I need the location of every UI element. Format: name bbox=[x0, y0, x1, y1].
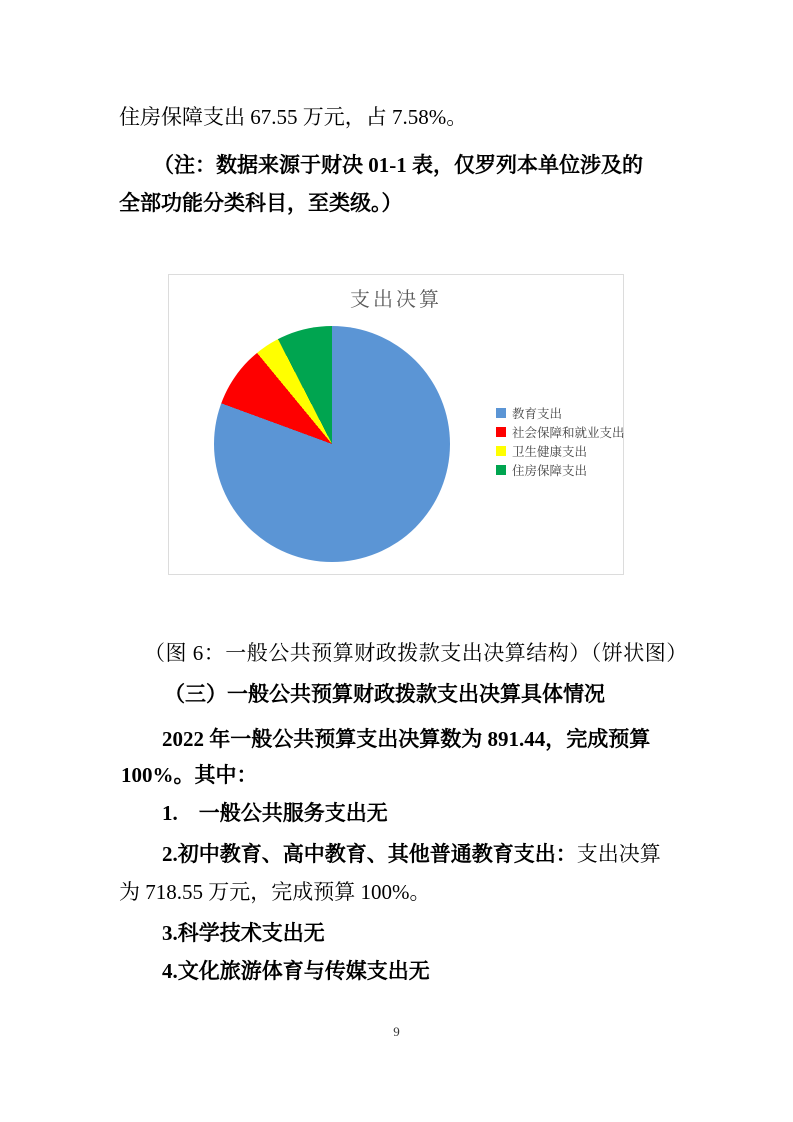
list-item-2-label: 2.初中教育、高中教育、其他普通教育支出： bbox=[162, 842, 577, 866]
legend-swatch-blue bbox=[496, 408, 506, 418]
chart-legend bbox=[496, 403, 625, 479]
note-line-2: 全部功能分类科目，至类级。） bbox=[119, 191, 403, 215]
legend-swatch-yellow bbox=[496, 446, 506, 456]
list-item-1: 1. 一般公共服务支出无 bbox=[162, 801, 388, 825]
legend-label: 教育支出 bbox=[512, 406, 563, 421]
legend-swatch-green bbox=[496, 465, 506, 475]
list-item-2-tail: 支出决算 bbox=[576, 842, 661, 866]
legend-item-housing bbox=[496, 460, 625, 479]
paragraph-housing-expense: 住房保障支出 67.55 万元，占 7.58%。 bbox=[119, 105, 468, 129]
page-number: 9 bbox=[393, 1024, 400, 1039]
legend-item-education bbox=[496, 403, 625, 422]
list-item-4: 4.文化旅游体育与传媒支出无 bbox=[162, 959, 430, 983]
note-line-1: （注：数据来源于财决 01-1 表，仅罗列本单位涉及的 bbox=[153, 153, 643, 177]
pie-chart-object[interactable] bbox=[168, 274, 624, 575]
chart-title: 支出决算 bbox=[350, 289, 442, 311]
legend-item-health bbox=[496, 441, 625, 460]
figure-caption: （图 6：一般公共预算财政拨款支出决算结构）（饼状图） bbox=[144, 641, 688, 665]
list-item-3: 3.科学技术支出无 bbox=[162, 921, 325, 945]
legend-item-social-security bbox=[496, 422, 625, 441]
legend-label: 社会保障和就业支出 bbox=[512, 425, 625, 440]
legend-label: 卫生健康支出 bbox=[512, 444, 588, 459]
legend-swatch-red bbox=[496, 427, 506, 437]
legend-label: 住房保障支出 bbox=[512, 463, 588, 478]
budget-summary-line-1: 2022 年一般公共预算支出决算数为 891.44，完成预算 bbox=[162, 727, 651, 751]
section-heading: （三）一般公共预算财政拨款支出决算具体情况 bbox=[164, 682, 605, 706]
list-item-2 bbox=[162, 841, 661, 868]
list-item-2-continued: 为 718.55 万元，完成预算 100%。 bbox=[119, 880, 431, 904]
pie-chart bbox=[214, 326, 450, 562]
budget-summary-line-2: 100%。其中： bbox=[121, 763, 258, 787]
